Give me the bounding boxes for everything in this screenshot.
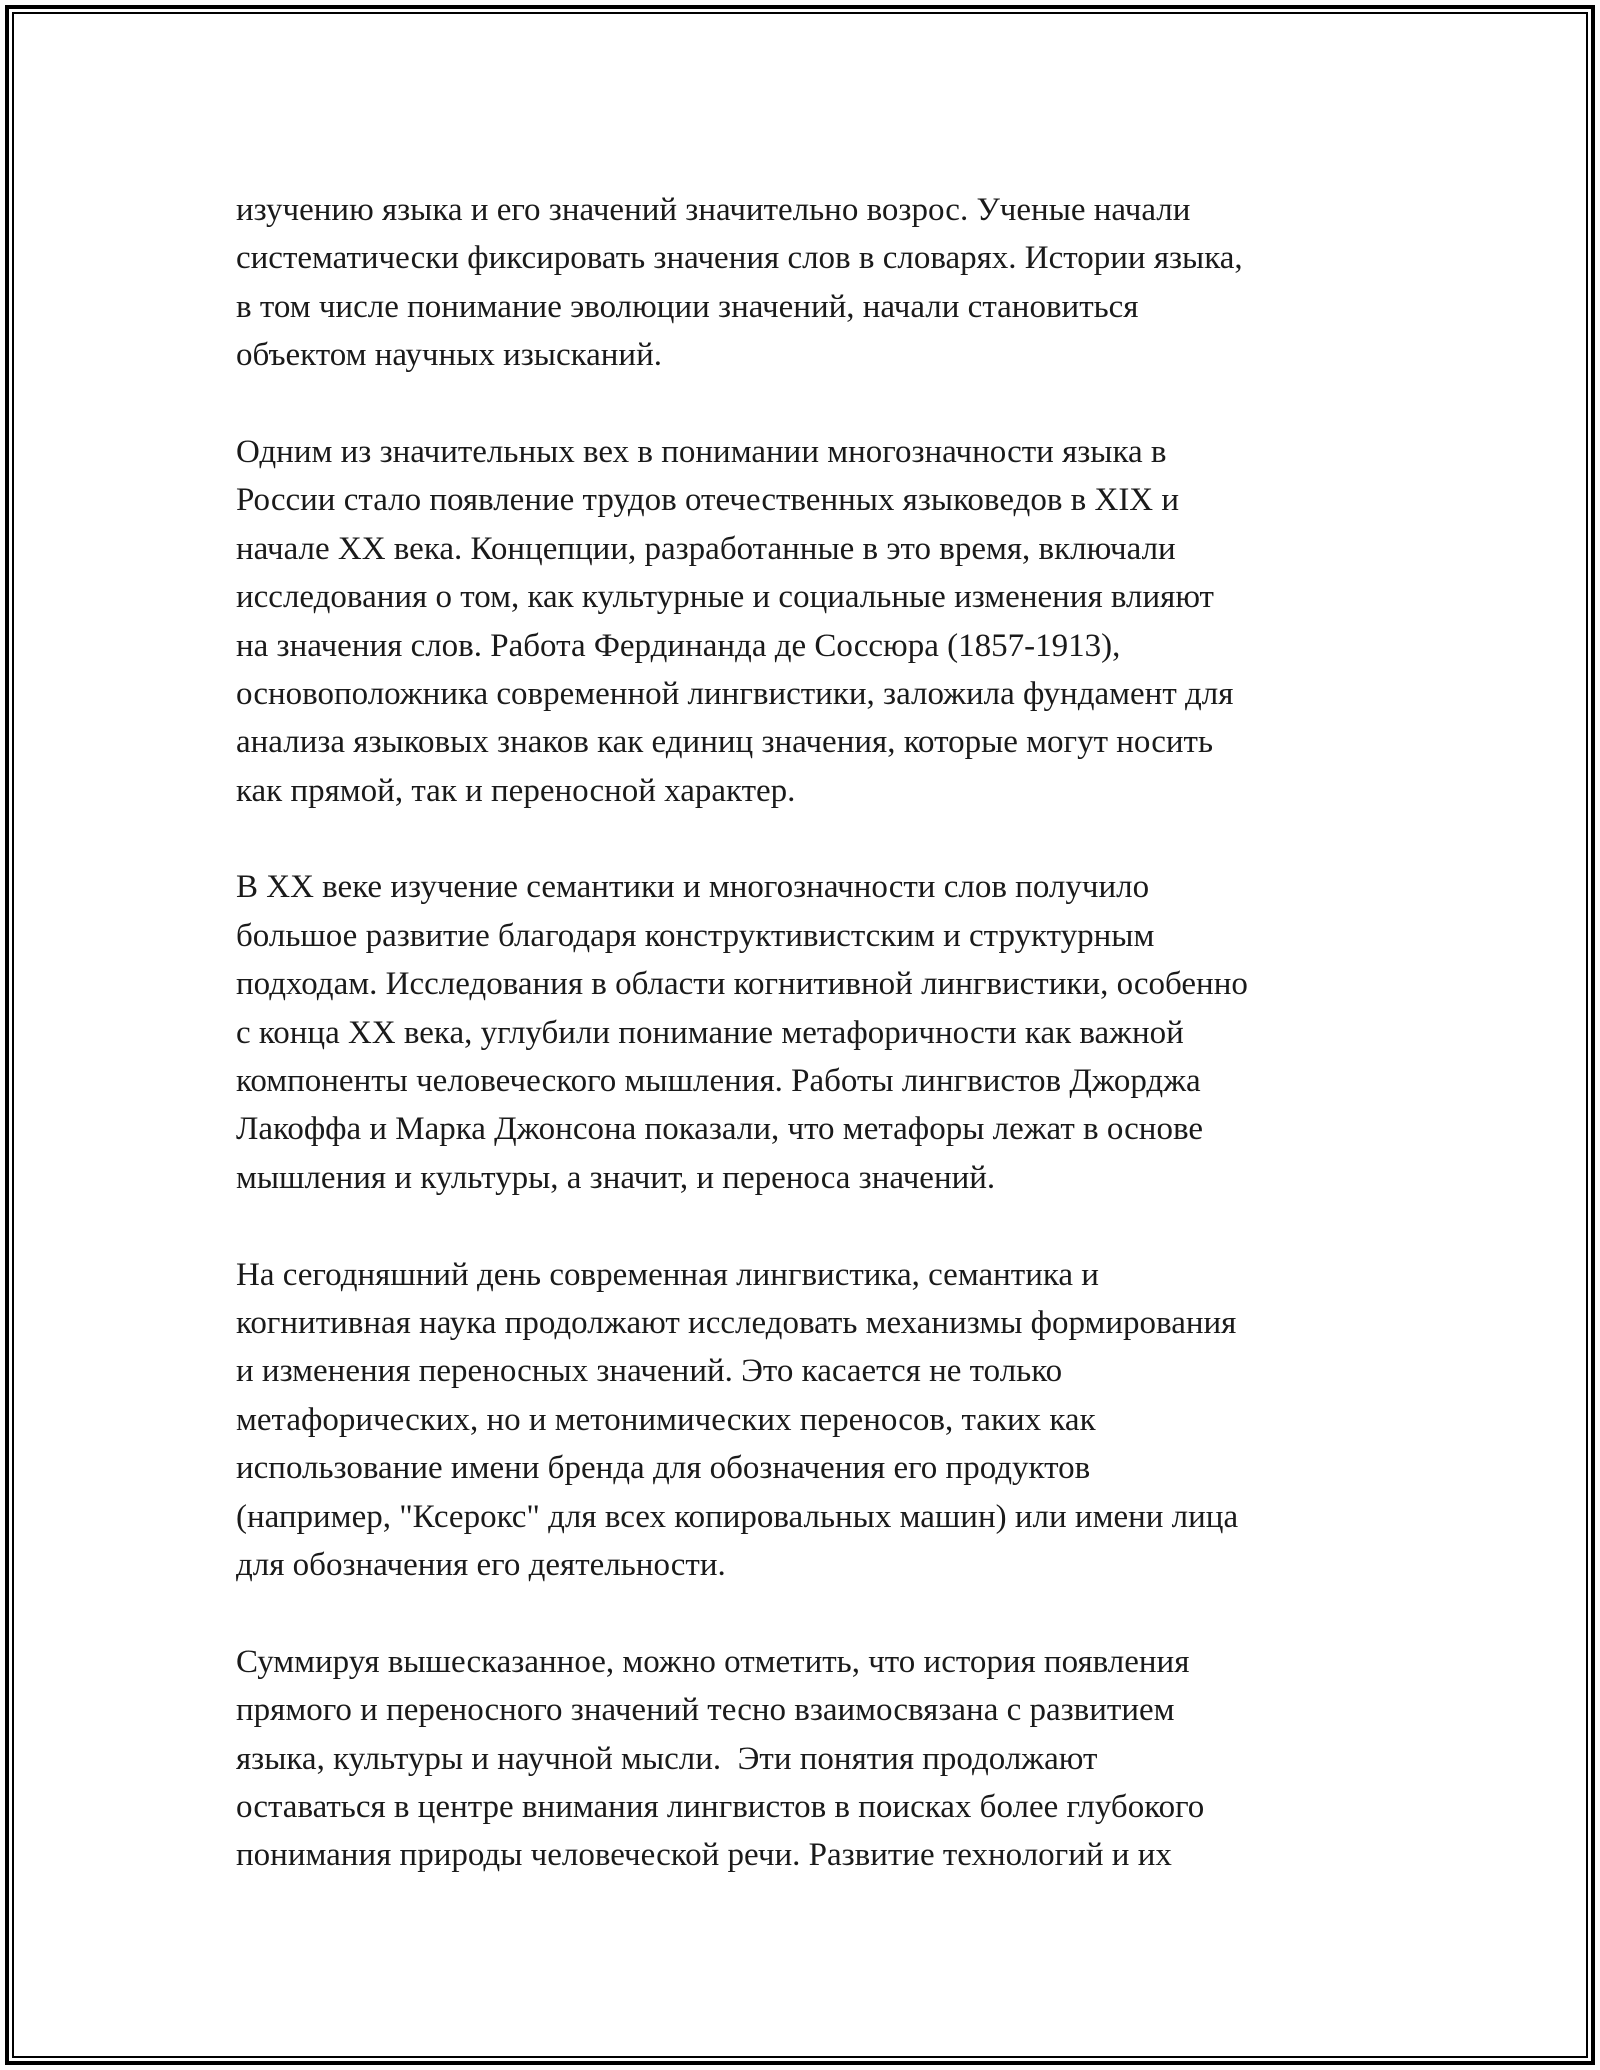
text-line: понимания природы человеческой речи. Развитие технологий и их: [236, 1837, 1172, 1874]
document-body: [236, 186, 1386, 1928]
text-line: прямого и переносного значений тесно взаимосвязана с развитием: [236, 1692, 1175, 1729]
text-line: и изменения переносных значений. Это касается не только: [236, 1353, 1063, 1390]
text-line: объектом научных изысканий.: [236, 337, 663, 374]
text-line: В XX веке изучение семантики и многозначности слов получило: [236, 869, 1150, 906]
text-line: большое развитие благодаря конструктивистским и структурным: [236, 917, 1155, 954]
text-line: в том числе понимание эволюции значений, начали становиться: [236, 288, 1139, 325]
text-line: изучению языка и его значений значительно возрос. Ученые начали: [236, 192, 1191, 228]
text-line: Одним из значительных вех в понимании многозначности языка в: [236, 433, 1167, 470]
text-line: анализа языковых знаков как единиц значения, которые могут носить: [236, 724, 1214, 761]
text-line: систематически фиксировать значения слов в словарях. Истории языка,: [236, 240, 1243, 277]
text-line: как прямой, так и переносной характер.: [236, 772, 796, 809]
text-line: На сегодняшний день современная лингвистика, семантика и: [236, 1256, 1099, 1293]
text-line: для обозначения его деятельности.: [236, 1546, 726, 1583]
text-line: подходам. Исследования в области когнитивной лингвистики, особенно: [236, 966, 1248, 1003]
text-line: оставаться в центре внимания лингвистов в поисках более глубокого: [236, 1788, 1205, 1825]
text-line: России стало появление трудов отечественных языковедов в XIX и: [236, 482, 1180, 519]
text-line: начале XX века. Концепции, разработанные в это время, включали: [236, 530, 1176, 567]
paragraph: [236, 863, 1386, 1202]
text-line: использование имени бренда для обозначения его продуктов: [236, 1450, 1091, 1487]
paragraph: [236, 1638, 1386, 1880]
paragraph: [236, 428, 1386, 815]
paragraph: [236, 186, 1386, 380]
text-line: метафорических, но и метонимических переносов, таких как: [236, 1401, 1096, 1438]
paragraph: [236, 1251, 1386, 1590]
text-line: Лакоффа и Марка Джонсона показали, что метафоры лежат в основе: [236, 1111, 1203, 1148]
text-line: (например, "Ксерокс" для всех копировальных машин) или имени лица: [236, 1498, 1239, 1535]
text-line: Суммируя вышесказанное, можно отметить, что история появления: [236, 1643, 1190, 1680]
text-line: основоположника современной лингвистики, заложила фундамент для: [236, 675, 1234, 712]
text-line: компоненты человеческого мышления. Работы лингвистов Джорджа: [236, 1063, 1201, 1100]
text-line: с конца XX века, углубили понимание метафоричности как важной: [236, 1014, 1184, 1051]
text-line: исследования о том, как культурные и социальные изменения влияют: [236, 579, 1214, 616]
text-line: языка, культуры и научной мысли. Эти понятия продолжают: [236, 1740, 1098, 1777]
text-line: на значения слов. Работа Фердинанда де Соссюра (1857-1913),: [236, 627, 1121, 664]
text-line: мышления и культуры, а значит, и переноса значений.: [236, 1159, 996, 1196]
text-line: когнитивная наука продолжают исследовать механизмы формирования: [236, 1304, 1237, 1341]
